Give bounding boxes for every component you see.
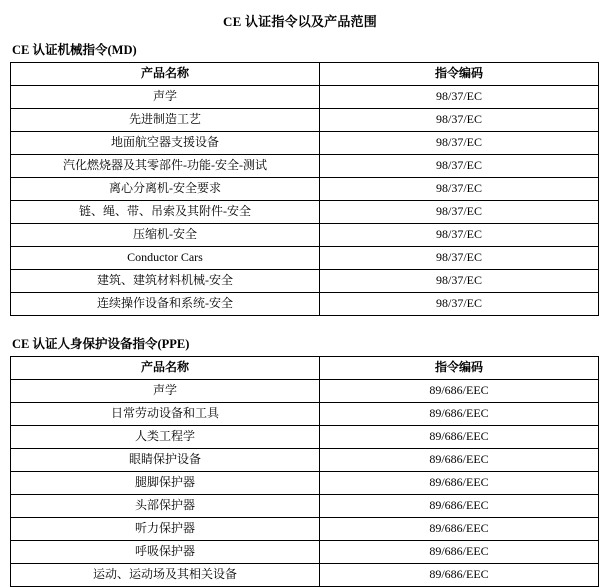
table-row	[11, 132, 599, 155]
cell-directive-code: 89/686/EEC	[320, 426, 599, 449]
cell-product-name: Conductor Cars	[11, 247, 320, 270]
table-row	[11, 293, 599, 316]
section-ppe-directive	[10, 334, 590, 587]
table-row	[11, 472, 599, 495]
table-header-row	[11, 357, 599, 380]
table-row	[11, 380, 599, 403]
table-row	[11, 178, 599, 201]
cell-product-name: 声学	[11, 380, 320, 403]
machinery-directive-table	[10, 62, 599, 316]
cell-product-name: 地面航空器支援设备	[11, 132, 320, 155]
table-row	[11, 564, 599, 587]
table-row	[11, 270, 599, 293]
table-row	[11, 247, 599, 270]
table-row	[11, 449, 599, 472]
cell-directive-code: 98/37/EC	[320, 155, 599, 178]
cell-product-name: 头部保护器	[11, 495, 320, 518]
cell-product-name: 运动、运动场及其相关设备	[11, 564, 320, 587]
cell-product-name: 腿脚保护器	[11, 472, 320, 495]
ppe-directive-table	[10, 356, 599, 587]
table-row	[11, 518, 599, 541]
page-title: CE 认证指令以及产品范围	[223, 14, 377, 29]
cell-directive-code: 98/37/EC	[320, 132, 599, 155]
cell-directive-code: 98/37/EC	[320, 293, 599, 316]
table-row	[11, 155, 599, 178]
cell-product-name: 链、绳、带、吊索及其附件-安全	[11, 201, 320, 224]
column-header-directive-code: 指令编码	[320, 357, 599, 380]
cell-directive-code: 98/37/EC	[320, 224, 599, 247]
cell-product-name: 连续操作设备和系统-安全	[11, 293, 320, 316]
cell-directive-code: 98/37/EC	[320, 201, 599, 224]
cell-directive-code: 89/686/EEC	[320, 449, 599, 472]
cell-product-name: 压缩机-安全	[11, 224, 320, 247]
cell-directive-code: 98/37/EC	[320, 178, 599, 201]
cell-product-name: 眼睛保护设备	[11, 449, 320, 472]
cell-directive-code: 98/37/EC	[320, 109, 599, 132]
table-row	[11, 403, 599, 426]
table-row	[11, 109, 599, 132]
table-row	[11, 426, 599, 449]
cell-product-name: 声学	[11, 86, 320, 109]
cell-directive-code: 89/686/EEC	[320, 564, 599, 587]
cell-product-name: 先进制造工艺	[11, 109, 320, 132]
table-row	[11, 86, 599, 109]
cell-directive-code: 89/686/EEC	[320, 495, 599, 518]
cell-product-name: 日常劳动设备和工具	[11, 403, 320, 426]
section-heading-ppe: CE 认证人身保护设备指令(PPE)	[12, 337, 190, 351]
column-header-directive-code: 指令编码	[320, 63, 599, 86]
table-row	[11, 224, 599, 247]
cell-product-name: 离心分离机-安全要求	[11, 178, 320, 201]
column-header-product-name: 产品名称	[11, 63, 320, 86]
table-row	[11, 201, 599, 224]
cell-directive-code: 98/37/EC	[320, 86, 599, 109]
cell-directive-code: 98/37/EC	[320, 247, 599, 270]
cell-directive-code: 98/37/EC	[320, 270, 599, 293]
cell-directive-code: 89/686/EEC	[320, 541, 599, 564]
cell-product-name: 建筑、建筑材料机械-安全	[11, 270, 320, 293]
cell-directive-code: 89/686/EEC	[320, 472, 599, 495]
cell-directive-code: 89/686/EEC	[320, 403, 599, 426]
section-machinery-directive	[10, 40, 590, 316]
section-spacer	[10, 316, 590, 334]
table-row	[11, 541, 599, 564]
table-row	[11, 495, 599, 518]
cell-directive-code: 89/686/EEC	[320, 518, 599, 541]
cell-product-name: 呼吸保护器	[11, 541, 320, 564]
section-heading-machinery: CE 认证机械指令(MD)	[12, 43, 137, 57]
table-header-row	[11, 63, 599, 86]
cell-product-name: 人类工程学	[11, 426, 320, 449]
cell-product-name: 汽化燃烧器及其零部件-功能-安全-测试	[11, 155, 320, 178]
cell-product-name: 听力保护器	[11, 518, 320, 541]
column-header-product-name: 产品名称	[11, 357, 320, 380]
cell-directive-code: 89/686/EEC	[320, 380, 599, 403]
